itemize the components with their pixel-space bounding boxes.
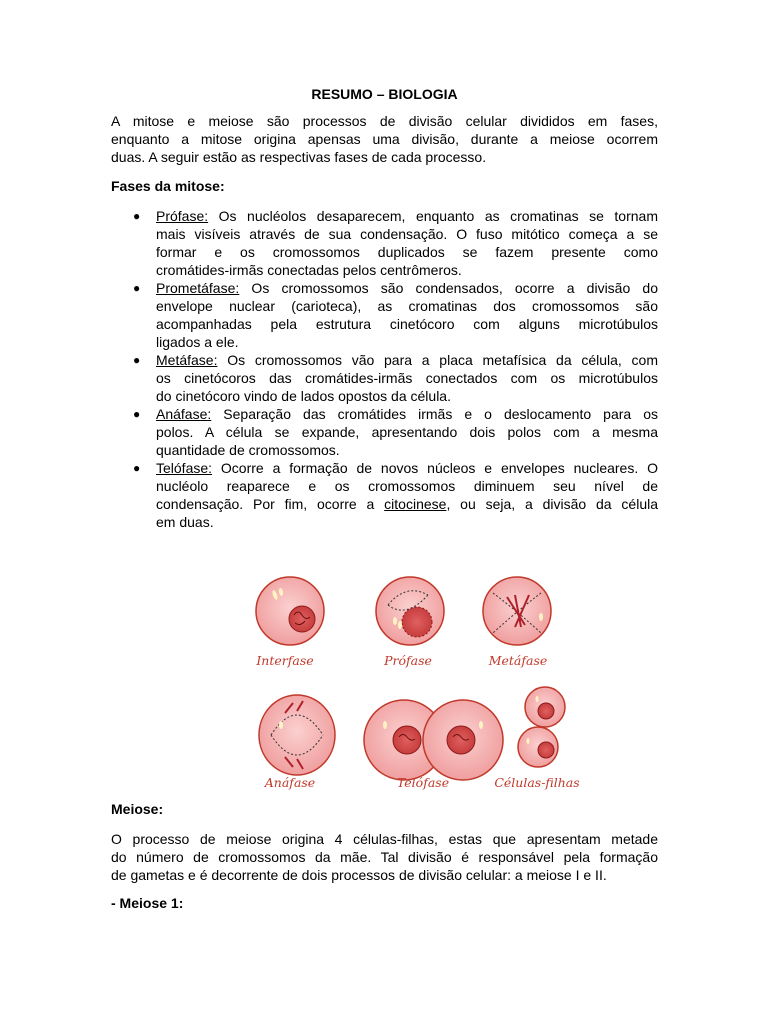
caption-metafase: Metáfase — [488, 653, 548, 668]
item-text: Ocorre a formação de novos núcleos e envelopes nucleares. O — [212, 460, 658, 476]
item-text: quantidade de cromossomos. — [156, 442, 340, 458]
meiose-paragraph — [111, 830, 658, 884]
item-text: Separação das cromátides irmãs e o deslocamento para os — [211, 406, 658, 422]
item-text: , ou seja, a divisão da célula — [446, 496, 659, 512]
caption-telofase: Telófase — [396, 775, 450, 790]
item-text: do cinetócoro vindo de lados opostos da célula. — [156, 388, 451, 404]
item-text: Os nucléolos desaparecem, enquanto as cromatinas se tornam — [208, 208, 658, 224]
mitosis-phases-illustration — [245, 565, 590, 795]
item-text: mais visíveis através de sua condensação. O fuso mitótico começa a se — [156, 226, 658, 242]
caption-interfase: Interfase — [256, 653, 314, 668]
list-item-profase — [111, 207, 658, 279]
item-text: polos. A célula se expande, apresentando dois polos com a mesma — [156, 424, 658, 440]
item-text: Os cromossomos são condensados, ocorre a divisão do — [239, 280, 658, 296]
meiose-line: de gametas e é decorrente de dois processos de divisão celular: a meiose I e II. — [111, 867, 607, 883]
intro-line: duas. A seguir estão as respectivas fases de cada processo. — [111, 149, 487, 165]
item-text: condensação. Por fim, ocorre a — [156, 496, 385, 512]
item-text: ligados a ele. — [156, 334, 239, 350]
meiose-line: do número de cromossomos da mãe. Tal divisão é responsável pela formação — [111, 849, 658, 865]
bullet-icon: ● — [133, 461, 141, 475]
meiose-line: O processo de meiose origina 4 células-filhas, estas que apresentam metade — [111, 831, 658, 847]
meiose1-heading: - Meiose 1: — [111, 895, 184, 911]
term-metafase: Metáfase: — [156, 352, 218, 368]
celulas-filhas-cells — [518, 687, 565, 767]
term-telofase: Telófase: — [156, 460, 213, 476]
item-text: formar e os cromossomos duplicados se fazem presente como — [156, 244, 658, 260]
meiose-heading: Meiose: — [111, 801, 164, 817]
interfase-cell — [256, 577, 324, 645]
page-title: RESUMO – BIOLOGIA — [311, 86, 458, 102]
list-item-anafase — [111, 405, 658, 459]
bullet-icon: ● — [133, 353, 141, 367]
item-text: cromátides-irmãs conectadas pelos centrômeros. — [156, 262, 462, 278]
term-prometafase: Prometáfase: — [156, 280, 240, 296]
caption-anafase: Anáfase — [264, 775, 316, 790]
caption-profase: Prófase — [384, 653, 432, 668]
anafase-cell — [259, 695, 335, 775]
caption-celulas-filhas: Células-filhas — [494, 775, 580, 790]
item-text: envelope nuclear (carioteca), as cromatinas dos cromossomos são — [156, 298, 658, 314]
item-text: em duas. — [156, 514, 214, 530]
profase-cell — [376, 577, 444, 645]
item-text: acompanhadas pela estrutura cinetócoro com alguns microtúbulos — [156, 316, 658, 332]
fases-list — [111, 207, 658, 531]
bullet-icon: ● — [133, 281, 141, 295]
list-item-metafase — [111, 351, 658, 405]
intro-paragraph — [111, 112, 658, 166]
item-text: nucléolo reaparece e os cromossomos diminuem seu nível de — [156, 478, 658, 494]
intro-line: enquanto a mitose origina apensas uma divisão, durante a meiose ocorrem — [111, 131, 658, 147]
bullet-icon: ● — [133, 209, 141, 223]
list-item-prometafase — [111, 279, 658, 351]
list-item-telofase — [111, 459, 658, 531]
telofase-cell — [364, 700, 503, 780]
mitose-heading: Fases da mitose: — [111, 178, 225, 194]
intro-line: A mitose e meiose são processos de divisão celular divididos em fases, — [111, 113, 658, 129]
metafase-cell — [483, 577, 551, 645]
term-profase: Prófase: — [156, 208, 209, 224]
item-text: Os cromossomos vão para a placa metafísica da célula, com — [217, 352, 658, 368]
term-anafase: Anáfase: — [156, 406, 212, 422]
item-text: os cinetócoros das cromátides-irmãs conectados com os microtúbulos — [156, 370, 658, 386]
citocinese-term: citocinese — [384, 496, 447, 512]
bullet-icon: ● — [133, 407, 141, 421]
